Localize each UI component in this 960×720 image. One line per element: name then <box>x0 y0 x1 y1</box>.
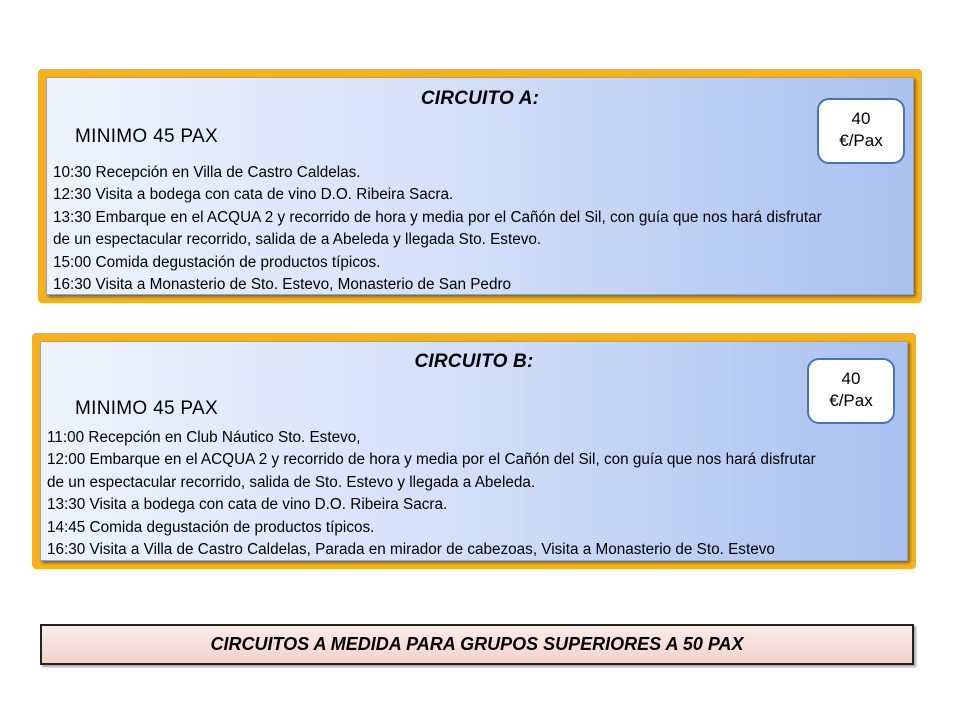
schedule-line: 12:30 Visita a bodega con cata de vino D.O. Ribeira Sacra. <box>53 186 454 204</box>
schedule-line: de un espectacular recorrido, salida de Sto. Estevo y llegada a Abeleda. <box>47 473 536 491</box>
circuit-b-title: CIRCUITO B: <box>414 351 534 372</box>
schedule-line: 15:00 Comida degustación de productos típicos. <box>53 253 381 271</box>
circuit-a-price-amount: 40 <box>851 109 871 128</box>
circuit-a-title: CIRCUITO A: <box>420 88 540 109</box>
circuit-b-panel <box>40 341 908 561</box>
schedule-line: 13:30 Embarque en el ACQUA 2 y recorrido de hora y media por el Cañón del Sil, con guía que nos hará disfrutar <box>53 208 822 226</box>
schedule-line: 16:30 Visita a Villa de Castro Caldelas, Parada en mirador de cabezoas, Visita a Monasterio de Sto. Estevo <box>47 541 775 559</box>
circuit-b-minimum: MINIMO 45 PAX <box>75 398 218 419</box>
schedule-line: 16:30 Visita a Monasterio de Sto. Estevo, Monasterio de San Pedro <box>53 276 512 294</box>
circuit-b-schedule <box>47 427 907 561</box>
schedule-line: 13:30 Visita a bodega con cata de vino D.O. Ribeira Sacra. <box>47 496 448 514</box>
schedule-line: 12:00 Embarque en el ACQUA 2 y recorrido de hora y media por el Cañón del Sil, con guía que nos hará disfrutar <box>47 451 816 469</box>
schedule-line: 11:00 Recepción en Club Náutico Sto. Estevo, <box>47 429 361 446</box>
circuit-a-minimum: MINIMO 45 PAX <box>75 126 218 147</box>
circuit-b-card <box>32 333 916 569</box>
circuit-a-panel <box>46 77 914 295</box>
circuit-a-price-unit: €/Pax <box>839 131 883 150</box>
schedule-line: 14:45 Comida degustación de productos típicos. <box>47 518 375 536</box>
circuit-a-price-badge <box>817 98 905 164</box>
schedule-line: de un espectacular recorrido, salida de a Abeleda y llegada Sto. Estevo. <box>53 231 542 249</box>
circuit-a-schedule <box>53 162 913 296</box>
schedule-line: 10:30 Recepción en Villa de Castro Caldelas. <box>53 164 361 181</box>
circuit-b-price-unit: €/Pax <box>829 391 873 410</box>
custom-circuits-banner: CIRCUITOS A MEDIDA PARA GRUPOS SUPERIORES A 50 PAX <box>40 624 914 665</box>
circuit-b-price-badge <box>807 358 895 424</box>
circuit-b-price-amount: 40 <box>841 369 861 388</box>
circuit-a-card <box>38 69 922 303</box>
